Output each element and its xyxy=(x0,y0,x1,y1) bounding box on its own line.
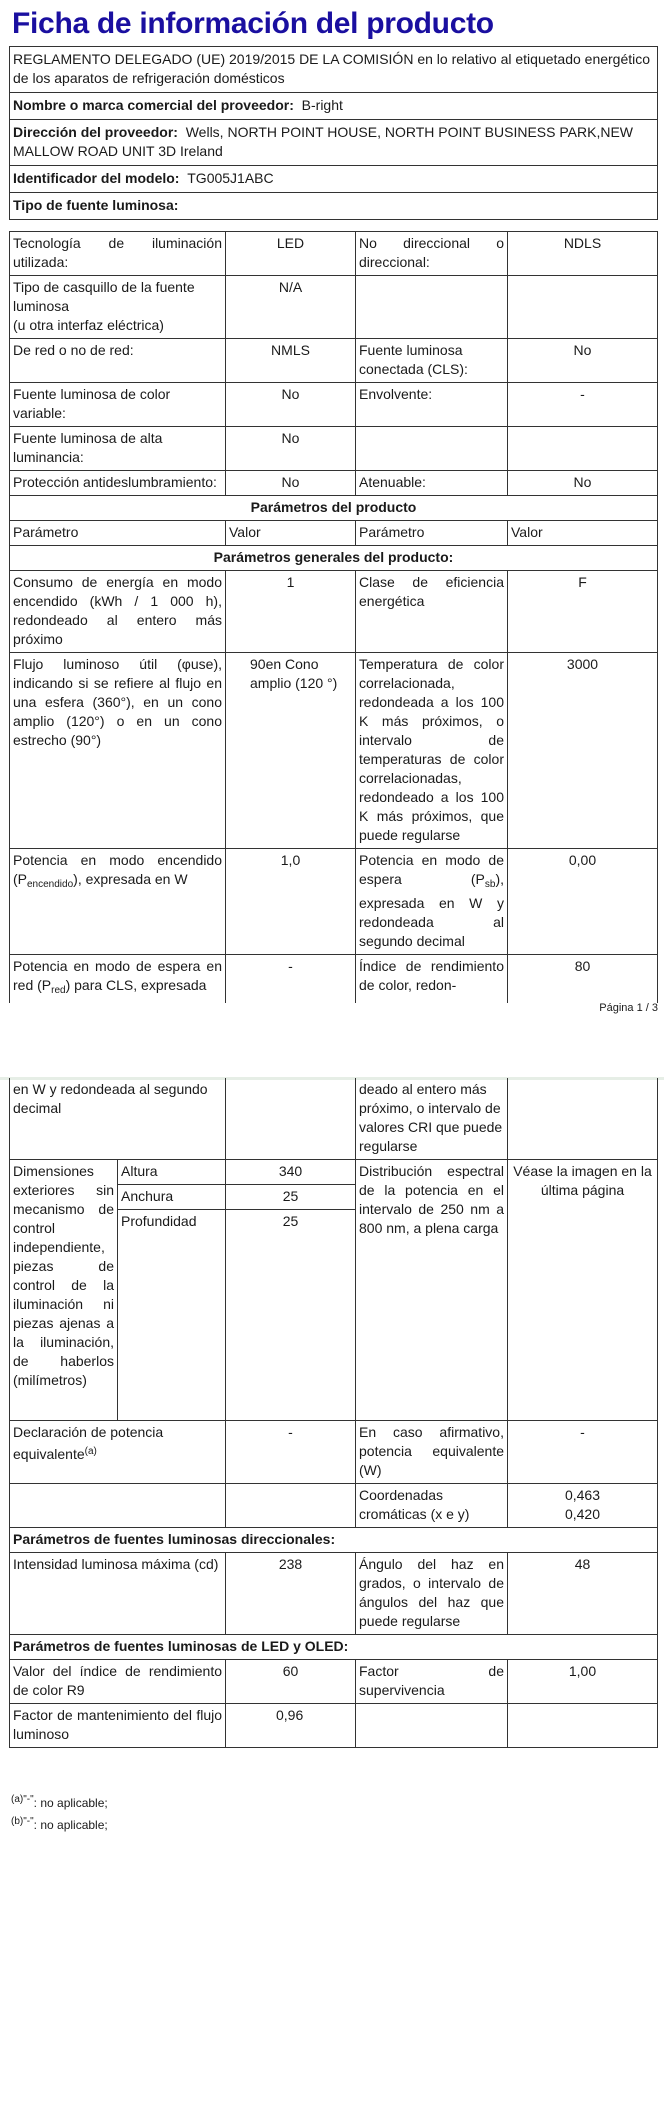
envelope-value: - xyxy=(508,383,658,427)
regulation-text: REGLAMENTO DELEGADO (UE) 2019/2015 DE LA COMISIÓN en lo relativo al etiquetado energético de los aparatos de refrigeración domésticos xyxy=(10,47,658,93)
equivalent-power-label: Declaración de potencia equivalente$^{(a)}$ xyxy=(10,1421,226,1484)
equivalent-power-w-label: En caso afirmativo, potencia equivalente (W) xyxy=(356,1421,508,1484)
standby-label: Potencia en modo de espera $(P_{sb})$, expresada en W y redondeada al segundo decimal xyxy=(356,849,508,955)
r9-value: 60 xyxy=(226,1660,356,1704)
height-label: Altura xyxy=(118,1160,226,1185)
height-value: 340 xyxy=(226,1160,356,1185)
beam-angle-value: 48 xyxy=(508,1553,658,1635)
col-header-param-1: Parámetro xyxy=(10,521,226,546)
dimensions-label: Dimensiones exteriores sin mecanismo de control independiente, piezas de control de la iluminación ni piezas ajenas a la iluminación, de haberlos (milímetros) xyxy=(10,1160,118,1421)
power-on-label: Potencia en modo encendido $(P_{encendido})$, expresada en W xyxy=(10,849,226,955)
footnote-b: $^{(b)"-"}$: no aplicable; xyxy=(11,1816,108,1832)
cap-label: Tipo de casquillo de la fuente luminosa xyxy=(13,279,195,314)
tech-value: LED xyxy=(226,232,356,276)
tech-label: Tecnología de iluminación utilizada: xyxy=(10,232,226,276)
address-value: Wells, NORTH POINT HOUSE, NORTH POINT BUSINESS PARK,NEW MALLOW ROAD UNIT 3D Ireland xyxy=(13,124,634,159)
cap-label-2: (u otra interfaz eléctrica) xyxy=(13,317,164,333)
cap-value: N/A xyxy=(226,276,356,339)
depth-value: 25 xyxy=(226,1210,356,1421)
r9-label: Valor del índice de rendimiento de color R9 xyxy=(10,1660,226,1704)
intensity-value: 238 xyxy=(226,1553,356,1635)
col-header-value-1: Valor xyxy=(226,521,356,546)
model-value: TG005J1ABC xyxy=(187,170,274,186)
equivalent-power-w-value: - xyxy=(508,1421,658,1484)
networked-standby-value: - xyxy=(226,955,356,1004)
light-source-table xyxy=(9,231,658,1003)
colour-value: No xyxy=(226,383,356,427)
survival-label: Factor de supervivencia xyxy=(356,1660,508,1704)
maintenance-value: 0,96 xyxy=(226,1704,356,1748)
cls-label: Fuente luminosa conectada (CLS): xyxy=(356,339,508,383)
address-label: Dirección del proveedor: xyxy=(13,124,178,140)
chromaticity-y: 0,420 xyxy=(564,1506,601,1522)
led-params-heading: Parámetros de fuentes luminosas de LED y OLED: xyxy=(10,1635,658,1660)
class-label: Clase de eficiencia energética xyxy=(356,571,508,653)
page-2 xyxy=(0,1080,664,2119)
flux-label: Flujo luminoso útil (φuse), indicando si se refiere al flujo en una esfera (360°), en un cono amplio (120°) o en un cono estrecho (90°) xyxy=(10,653,226,849)
model-label: Identificador del modelo: xyxy=(13,170,180,186)
footnote-a: $^{(a)"-"}$: no aplicable; xyxy=(11,1794,108,1810)
beam-angle-label: Ángulo del haz en grados, o intervalo de ángulos del haz que puede regularse xyxy=(356,1553,508,1635)
maintenance-label: Factor de mantenimiento del flujo luminoso xyxy=(10,1704,226,1748)
spd-value: Véase la imagen en la última página xyxy=(508,1160,658,1421)
page-title: Ficha de información del producto xyxy=(12,7,494,40)
standby-value: 0,00 xyxy=(508,849,658,955)
params-continued-table xyxy=(9,1078,658,1748)
supplier-row xyxy=(10,93,658,120)
survival-value: 1,00 xyxy=(508,1660,658,1704)
page-number: Página 1 / 3 xyxy=(599,1002,658,1014)
col-header-value-2: Valor xyxy=(508,521,658,546)
glare-value: No xyxy=(226,471,356,496)
mains-value: NMLS xyxy=(226,339,356,383)
high-luminance-label: Fuente luminosa de alta luminancia: xyxy=(10,427,226,471)
supplier-value: B-right xyxy=(301,97,343,113)
cri-label-cont: deado al entero más próximo, o intervalo de valores CRI que puede regularse xyxy=(356,1078,508,1160)
header-table xyxy=(9,46,658,220)
networked-standby-label-cont: en W y redondeada al segundo decimal xyxy=(10,1078,226,1160)
general-params-heading: Parámetros generales del producto: xyxy=(10,546,658,571)
colour-label: Fuente luminosa de color variable: xyxy=(10,383,226,427)
width-label: Anchura xyxy=(118,1185,226,1210)
page-gap xyxy=(0,1020,664,1080)
networked-standby-label: Potencia en modo de espera en red $(P_{red})$ para CLS, expresada xyxy=(10,955,226,1004)
depth-label: Profundidad xyxy=(118,1210,226,1421)
nondir-label: No direccional o direccional: xyxy=(356,232,508,276)
supplier-label: Nombre o marca comercial del proveedor: xyxy=(13,97,294,113)
power-on-value: 1,0 xyxy=(226,849,356,955)
cct-value: 3000 xyxy=(508,653,658,849)
glare-label: Protección antideslumbramiento: xyxy=(10,471,226,496)
high-luminance-value: No xyxy=(226,427,356,471)
chromaticity-label: Coordenadas cromáticas (x e y) xyxy=(356,1484,508,1528)
width-value: 25 xyxy=(226,1185,356,1210)
product-params-heading: Parámetros del producto xyxy=(10,496,658,521)
equivalent-power-value: - xyxy=(226,1421,356,1484)
light-source-type-heading: Tipo de fuente luminosa: xyxy=(10,193,658,220)
intensity-label: Intensidad luminosa máxima (cd) xyxy=(10,1553,226,1635)
chromaticity-x: 0,463 xyxy=(564,1487,601,1503)
cri-value: 80 xyxy=(508,955,658,1004)
page-1 xyxy=(0,0,664,1020)
flux-value: 90en Cono amplio (120 °) xyxy=(226,653,356,849)
col-header-param-2: Parámetro xyxy=(356,521,508,546)
dimmable-value: No xyxy=(508,471,658,496)
nondir-value: NDLS xyxy=(508,232,658,276)
chromaticity-value xyxy=(508,1484,658,1528)
cls-value: No xyxy=(508,339,658,383)
envelope-label: Envolvente: xyxy=(356,383,508,427)
energy-label: Consumo de energía en modo encendido (kWh / 1 000 h), redondeado al entero más próximo xyxy=(10,571,226,653)
cct-label: Temperatura de color correlacionada, redondeada a los 100 K más próximos, o intervalo de temperaturas de color correlacionadas, redondeado a los 100 K más próximos, que puede regularse xyxy=(356,653,508,849)
model-row xyxy=(10,166,658,193)
cap-label-cell xyxy=(10,276,226,339)
address-row xyxy=(10,120,658,166)
mains-label: De red o no de red: xyxy=(10,339,226,383)
cri-label: Índice de rendimiento de color, redon- xyxy=(356,955,508,1004)
spd-label: Distribución espectral de la potencia en el intervalo de 250 nm a 800 nm, a plena carga xyxy=(356,1160,508,1421)
dimmable-label: Atenuable: xyxy=(356,471,508,496)
energy-value: 1 xyxy=(226,571,356,653)
class-value: F xyxy=(508,571,658,653)
directional-params-heading: Parámetros de fuentes luminosas direccionales: xyxy=(10,1528,658,1553)
